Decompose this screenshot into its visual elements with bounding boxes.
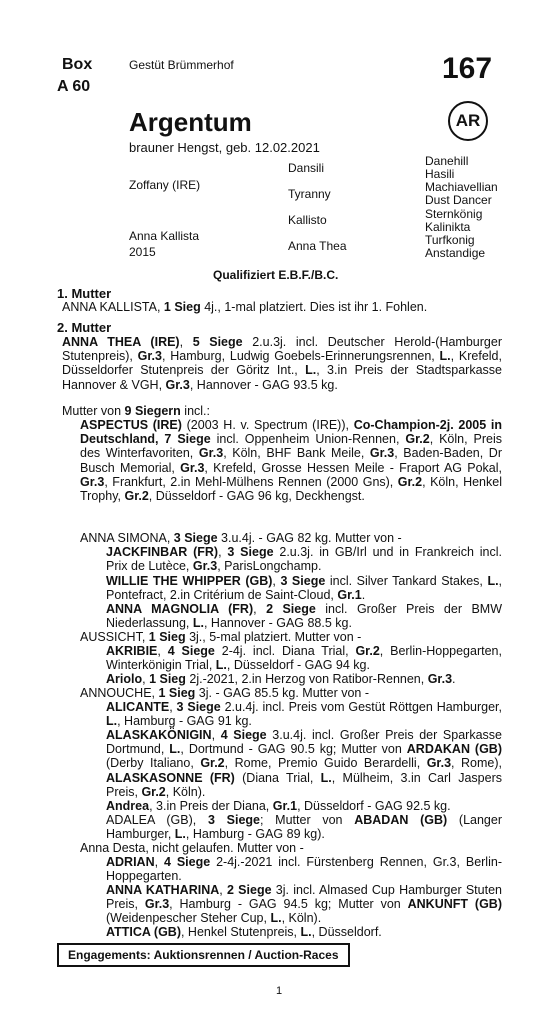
horse-subtitle: brauner Hengst, geb. 12.02.2021: [129, 140, 320, 155]
pedigree-gp-4: Dust Dancer: [425, 193, 492, 207]
alicante-entry: ALICANTE, 3 Siege 2.u.4j. incl. Preis vom Gestüt Röttgen Hamburger, L., Hamburg - GAG 91 kg.: [106, 700, 502, 729]
pedigree-gp-3: Machiavellian: [425, 180, 498, 194]
akribie-entry: AKRIBIE, 4 Siege 2-4j. incl. Diana Trial, Gr.2, Berlin-Hoppegarten, Winterkönigin Trial, L., Düsseldorf - GAG 94 kg.: [106, 644, 502, 673]
horse-name: Argentum: [129, 107, 252, 137]
pedigree-gp-1: Danehill: [425, 154, 469, 168]
qualification: Qualifiziert E.B.F./B.C.: [213, 268, 339, 282]
adrian-entry: ADRIAN, 4 Siege 2-4j.-2021 incl. Fürstenberg Rennen, Gr.3, Berlin-Hoppegarten.: [106, 855, 502, 884]
alaskakoenigin-entry: ALASKAKÖNIGIN, 4 Siege 3.u.4j. incl. Großer Preis der Sparkasse Dortmund, L., Dortmund - GAG 90.5 kg; Mutter von ARDAKAN (GB) (Derby Italiano, Gr.2, Rome, Premio Guido Berardelli, Gr.3, Rome), ALASKASONNE (FR) (Diana Trial, L., Mülheim, 3.in Carl Jaspers Preis, Gr.2, Köln).: [106, 728, 502, 799]
section-mutter-2: 2. Mutter: [57, 320, 112, 335]
badge-icon: [448, 101, 488, 141]
mutter-von-line: Mutter von 9 Siegern incl.:: [62, 404, 210, 418]
anna-desta-entry: Anna Desta, nicht gelaufen. Mutter von -: [80, 841, 304, 855]
aussicht-entry: AUSSICHT, 1 Sieg 3j., 5-mal platziert. Mutter von -: [80, 630, 362, 644]
pedigree-sire-sire: Dansili: [288, 161, 325, 175]
box-number: A 60: [57, 78, 91, 95]
anna-simona-entry: ANNA SIMONA, 3 Siege 3.u.4j. - GAG 82 kg. Mutter von -: [80, 531, 402, 545]
lot-number: 167: [442, 52, 493, 85]
pedigree-sire-dam: Tyranny: [288, 187, 331, 201]
badge-text: AR: [455, 111, 481, 130]
anna-magnolia-entry: ANNA MAGNOLIA (FR), 2 Siege incl. Großer Preis der BMW Niederlassung, L., Hannover - GAG 88.5 kg.: [106, 602, 502, 631]
pedigree-gp-5: Sternkönig: [425, 207, 483, 221]
pedigree-dam-year: 2015: [129, 245, 156, 259]
box-label: Box: [62, 56, 93, 73]
pedigree-sire: Zoffany (IRE): [129, 178, 201, 192]
pedigree-gp-8: Anstandige: [425, 246, 486, 260]
andrea-entry: Andrea, 3.in Preis der Diana, Gr.1, Düsseldorf - GAG 92.5 kg.: [106, 799, 451, 813]
pedigree-dam-dam: Anna Thea: [288, 239, 347, 253]
pedigree-gp-7: Turfkonig: [425, 233, 475, 247]
pedigree-gp-6: Kalinikta: [425, 220, 471, 234]
mutter-1-text: ANNA KALLISTA, 1 Sieg 4j., 1-mal platziert. Dies ist ihr 1. Fohlen.: [62, 300, 428, 314]
engagements-box: Engagements: Auktionsrennen / Auction-Races: [57, 943, 350, 967]
section-mutter-1: 1. Mutter: [57, 286, 112, 301]
mutter-2-text: ANNA THEA (IRE), 5 Siege 2.u.3j. incl. Deutscher Herold-(Hamburger Stutenpreis), Gr.3, Hamburg, Ludwig Goebels-Erinnerungsrennen, L., Krefeld, Düsseldorfer Stutenpreis der Göritz Int., L., 3.in Preis der Stadtsparkasse Hannover & VGH, Gr.3, Hannover - GAG 93.5 kg.: [62, 335, 502, 392]
jackfinbar-entry: JACKFINBAR (FR), 3 Siege 2.u.3j. in GB/Irl und in Frankreich incl. Prix de Lutèce, Gr.3, ParisLongchamp.: [106, 545, 502, 574]
attica-entry: ATTICA (GB), Henkel Stutenpreis, L., Düsseldorf.: [106, 925, 382, 939]
anna-katharina-entry: ANNA KATHARINA, 2 Siege 3j. incl. Almased Cup Hamburger Stuten Preis, Gr.3, Hamburg - GAG 94.5 kg; Mutter von ANKUNFT (GB) (Weidenpescher Steher Cup, L., Köln).: [106, 883, 502, 926]
willie-entry: WILLIE THE WHIPPER (GB), 3 Siege incl. Silver Tankard Stakes, L., Pontefract, 2.in Critérium de Saint-Cloud, Gr.1.: [106, 574, 503, 603]
page-number: 1: [276, 985, 283, 997]
pedigree-dam: Anna Kallista: [129, 229, 200, 243]
adalea-entry: ADALEA (GB), 3 Siege; Mutter von ABADAN (GB) (Langer Hamburger, L., Hamburg - GAG 89 kg).: [106, 813, 502, 842]
stud-name: Gestüt Brümmerhof: [129, 58, 234, 72]
aspectus-entry: ASPECTUS (IRE) (2003 H. v. Spectrum (IRE)), Co-Champion-2j. 2005 in Deutschland, 7 Siege incl. Oppenheim Union-Rennen, Gr.2, Köln, Preis des Winterfavoriten, Gr.3, Köln, BHF Bank Meile, Gr.3, Baden-Baden, Dr Busch Memorial, Gr.3, Krefeld, Grosse Hessen Meile - Fraport AG Pokal, Gr.3, Frankfurt, 2.in Mehl-Mülhens Rennen (2000 Gns), Gr.2, Köln, Henkel Trophy, Gr.2, Düsseldorf - GAG 96 kg, Deckhengst.: [80, 418, 503, 504]
annouche-entry: ANNOUCHE, 1 Sieg 3j. - GAG 85.5 kg. Mutter von -: [80, 686, 369, 700]
pedigree-dam-sire: Kallisto: [288, 213, 327, 227]
pedigree-gp-2: Hasili: [425, 167, 455, 181]
ariolo-entry: Ariolo, 1 Sieg 2j.-2021, 2.in Herzog von Ratibor-Rennen, Gr.3.: [106, 672, 456, 686]
